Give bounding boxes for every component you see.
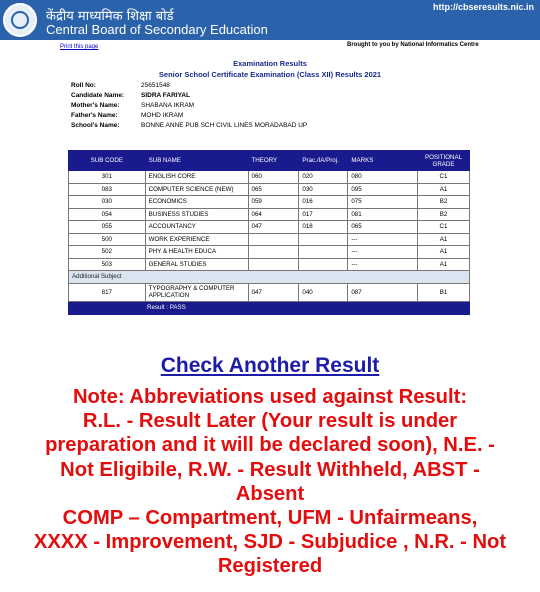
check-another-result-link[interactable]: Check Another Result: [160, 354, 380, 377]
sub-code-cell: 503: [69, 258, 146, 271]
result-status: Result : PASS: [69, 301, 470, 314]
theory-cell: 065: [248, 183, 299, 196]
table-row: [69, 208, 470, 221]
grade-cell: B2: [418, 196, 470, 209]
grade-cell: A1: [418, 233, 470, 246]
sub-code-cell: 500: [69, 233, 146, 246]
sub-code-cell: 055: [69, 221, 146, 234]
father-name-row: [71, 112, 183, 119]
board-name: Central Board of Secondary Education: [46, 22, 268, 37]
practical-cell: [299, 233, 348, 246]
header-banner: [0, 0, 540, 40]
practical-cell: 030: [299, 183, 348, 196]
col-header-sub-code: SUB CODE: [69, 151, 146, 171]
sub-name-cell: ACCOUNTANCY: [145, 221, 248, 234]
theory-cell: 047: [248, 283, 299, 301]
theory-cell: 060: [248, 171, 299, 184]
table-row: [69, 233, 470, 246]
table-row: [69, 221, 470, 234]
sub-code-cell: 502: [69, 246, 146, 259]
exam-subtitle: Senior School Certificate Examination (Class XII) Results 2021: [158, 70, 382, 79]
school-name-value: BONNE ANNE PUB SCH CIVIL LINES MORADABAD UP: [141, 122, 308, 129]
candidate-name-label: Candidate Name:: [71, 92, 125, 99]
practical-cell: 017: [299, 208, 348, 221]
sub-name-cell: ENGLISH CORE: [145, 171, 248, 184]
marks-cell: ---: [348, 246, 418, 259]
note-line: COMP – Compartment, UFM - Unfairmeans,: [62, 507, 478, 530]
table-row: [69, 246, 470, 259]
father-name-label: Father's Name:: [71, 112, 118, 119]
sub-code-cell: 030: [69, 196, 146, 209]
grade-cell: B2: [418, 208, 470, 221]
theory-cell: 047: [248, 221, 299, 234]
roll-no-row: [71, 82, 170, 89]
grade-cell: A1: [418, 246, 470, 259]
note-line: Note: Abbreviations used against Result:: [72, 386, 468, 408]
table-row: [69, 283, 470, 301]
school-name-label: School's Name:: [71, 122, 120, 129]
roll-no-label: Roll No:: [71, 82, 96, 89]
sub-code-cell: 817: [69, 283, 146, 301]
theory-cell: 064: [248, 208, 299, 221]
candidate-name-row: [71, 92, 190, 99]
table-row: [69, 171, 470, 184]
note-line: Not Eligibile, R.W. - Result Withheld, ABST -: [60, 458, 480, 481]
additional-subject-label: Additional Subject: [69, 271, 470, 284]
note-line: R.L. - Result Later (Your result is under: [82, 410, 458, 433]
sub-name-cell: BUSINESS STUDIES: [145, 208, 248, 221]
sub-name-cell: COMPUTER SCIENCE (NEW): [145, 183, 248, 196]
grade-cell: C1: [418, 221, 470, 234]
sub-name-cell: PHY & HEALTH EDUCA: [145, 246, 248, 259]
marks-cell: 065: [348, 221, 418, 234]
note-line: XXXX - Improvement, SJD - Subjudice , N.R. - Not: [33, 531, 507, 554]
table-header-row: [69, 151, 470, 171]
abbreviations-note: [4, 385, 536, 579]
note-line: preparation and it will be declared soon), N.E. -: [45, 434, 495, 457]
mother-name-value: SHABANA IKRAM: [141, 102, 195, 109]
practical-cell: 018: [299, 221, 348, 234]
table-row: [69, 183, 470, 196]
marks-cell: 075: [348, 196, 418, 209]
school-name-row: [71, 122, 307, 129]
sub-name-cell: TYPOGRAPHY & COMPUTER APPLICATION: [145, 283, 248, 301]
col-header-marks: MARKS: [348, 151, 418, 171]
table-row: [69, 196, 470, 209]
exam-title: Examination Results: [233, 59, 307, 68]
table-row: [69, 258, 470, 271]
marks-cell: 080: [348, 171, 418, 184]
practical-cell: 040: [299, 283, 348, 301]
marks-cell: 081: [348, 208, 418, 221]
grade-cell: A1: [418, 183, 470, 196]
sub-name-cell: GENERAL STUDIES: [145, 258, 248, 271]
cbse-logo-icon: [3, 3, 37, 37]
site-url[interactable]: http://cbseresults.nic.in: [432, 2, 534, 12]
practical-cell: 016: [299, 196, 348, 209]
result-row: [69, 301, 470, 314]
mother-name-row: [71, 102, 194, 109]
additional-subject-row: [69, 271, 470, 284]
sub-name-cell: WORK EXPERIENCE: [145, 233, 248, 246]
note-line: Absent: [235, 482, 305, 505]
sub-code-cell: 054: [69, 208, 146, 221]
practical-cell: [299, 258, 348, 271]
col-header-sub-name: SUB NAME: [145, 151, 248, 171]
practical-cell: 020: [299, 171, 348, 184]
roll-no-value: 25651548: [141, 82, 170, 89]
marks-cell: 087: [348, 283, 418, 301]
brought-by-text: Brought to you by National Informatics Centre: [347, 42, 479, 48]
grade-cell: C1: [418, 171, 470, 184]
print-page-link[interactable]: Print this page: [60, 44, 99, 50]
theory-cell: 059: [248, 196, 299, 209]
col-header-theory: THEORY: [248, 151, 299, 171]
theory-cell: [248, 246, 299, 259]
sub-code-cell: 301: [69, 171, 146, 184]
hindi-board-title: केंद्रीय माध्यमिक शिक्षा बोर्ड: [46, 9, 174, 24]
marks-cell: ---: [348, 233, 418, 246]
results-table: [68, 150, 470, 315]
grade-cell: A1: [418, 258, 470, 271]
col-header-practical: Prac./IA/Proj.: [299, 151, 348, 171]
col-header-grade: POSITIONAL GRADE: [418, 151, 470, 171]
mother-name-label: Mother's Name:: [71, 102, 120, 109]
grade-cell: B1: [418, 283, 470, 301]
marks-cell: 095: [348, 183, 418, 196]
theory-cell: [248, 233, 299, 246]
candidate-name-value: SIDRA FARIYAL: [141, 92, 190, 99]
sub-code-cell: 083: [69, 183, 146, 196]
sub-name-cell: ECONOMICS: [145, 196, 248, 209]
note-line: Registered: [217, 555, 323, 578]
practical-cell: [299, 246, 348, 259]
father-name-value: MOHD IKRAM: [141, 112, 184, 119]
marks-cell: ---: [348, 258, 418, 271]
theory-cell: [248, 258, 299, 271]
